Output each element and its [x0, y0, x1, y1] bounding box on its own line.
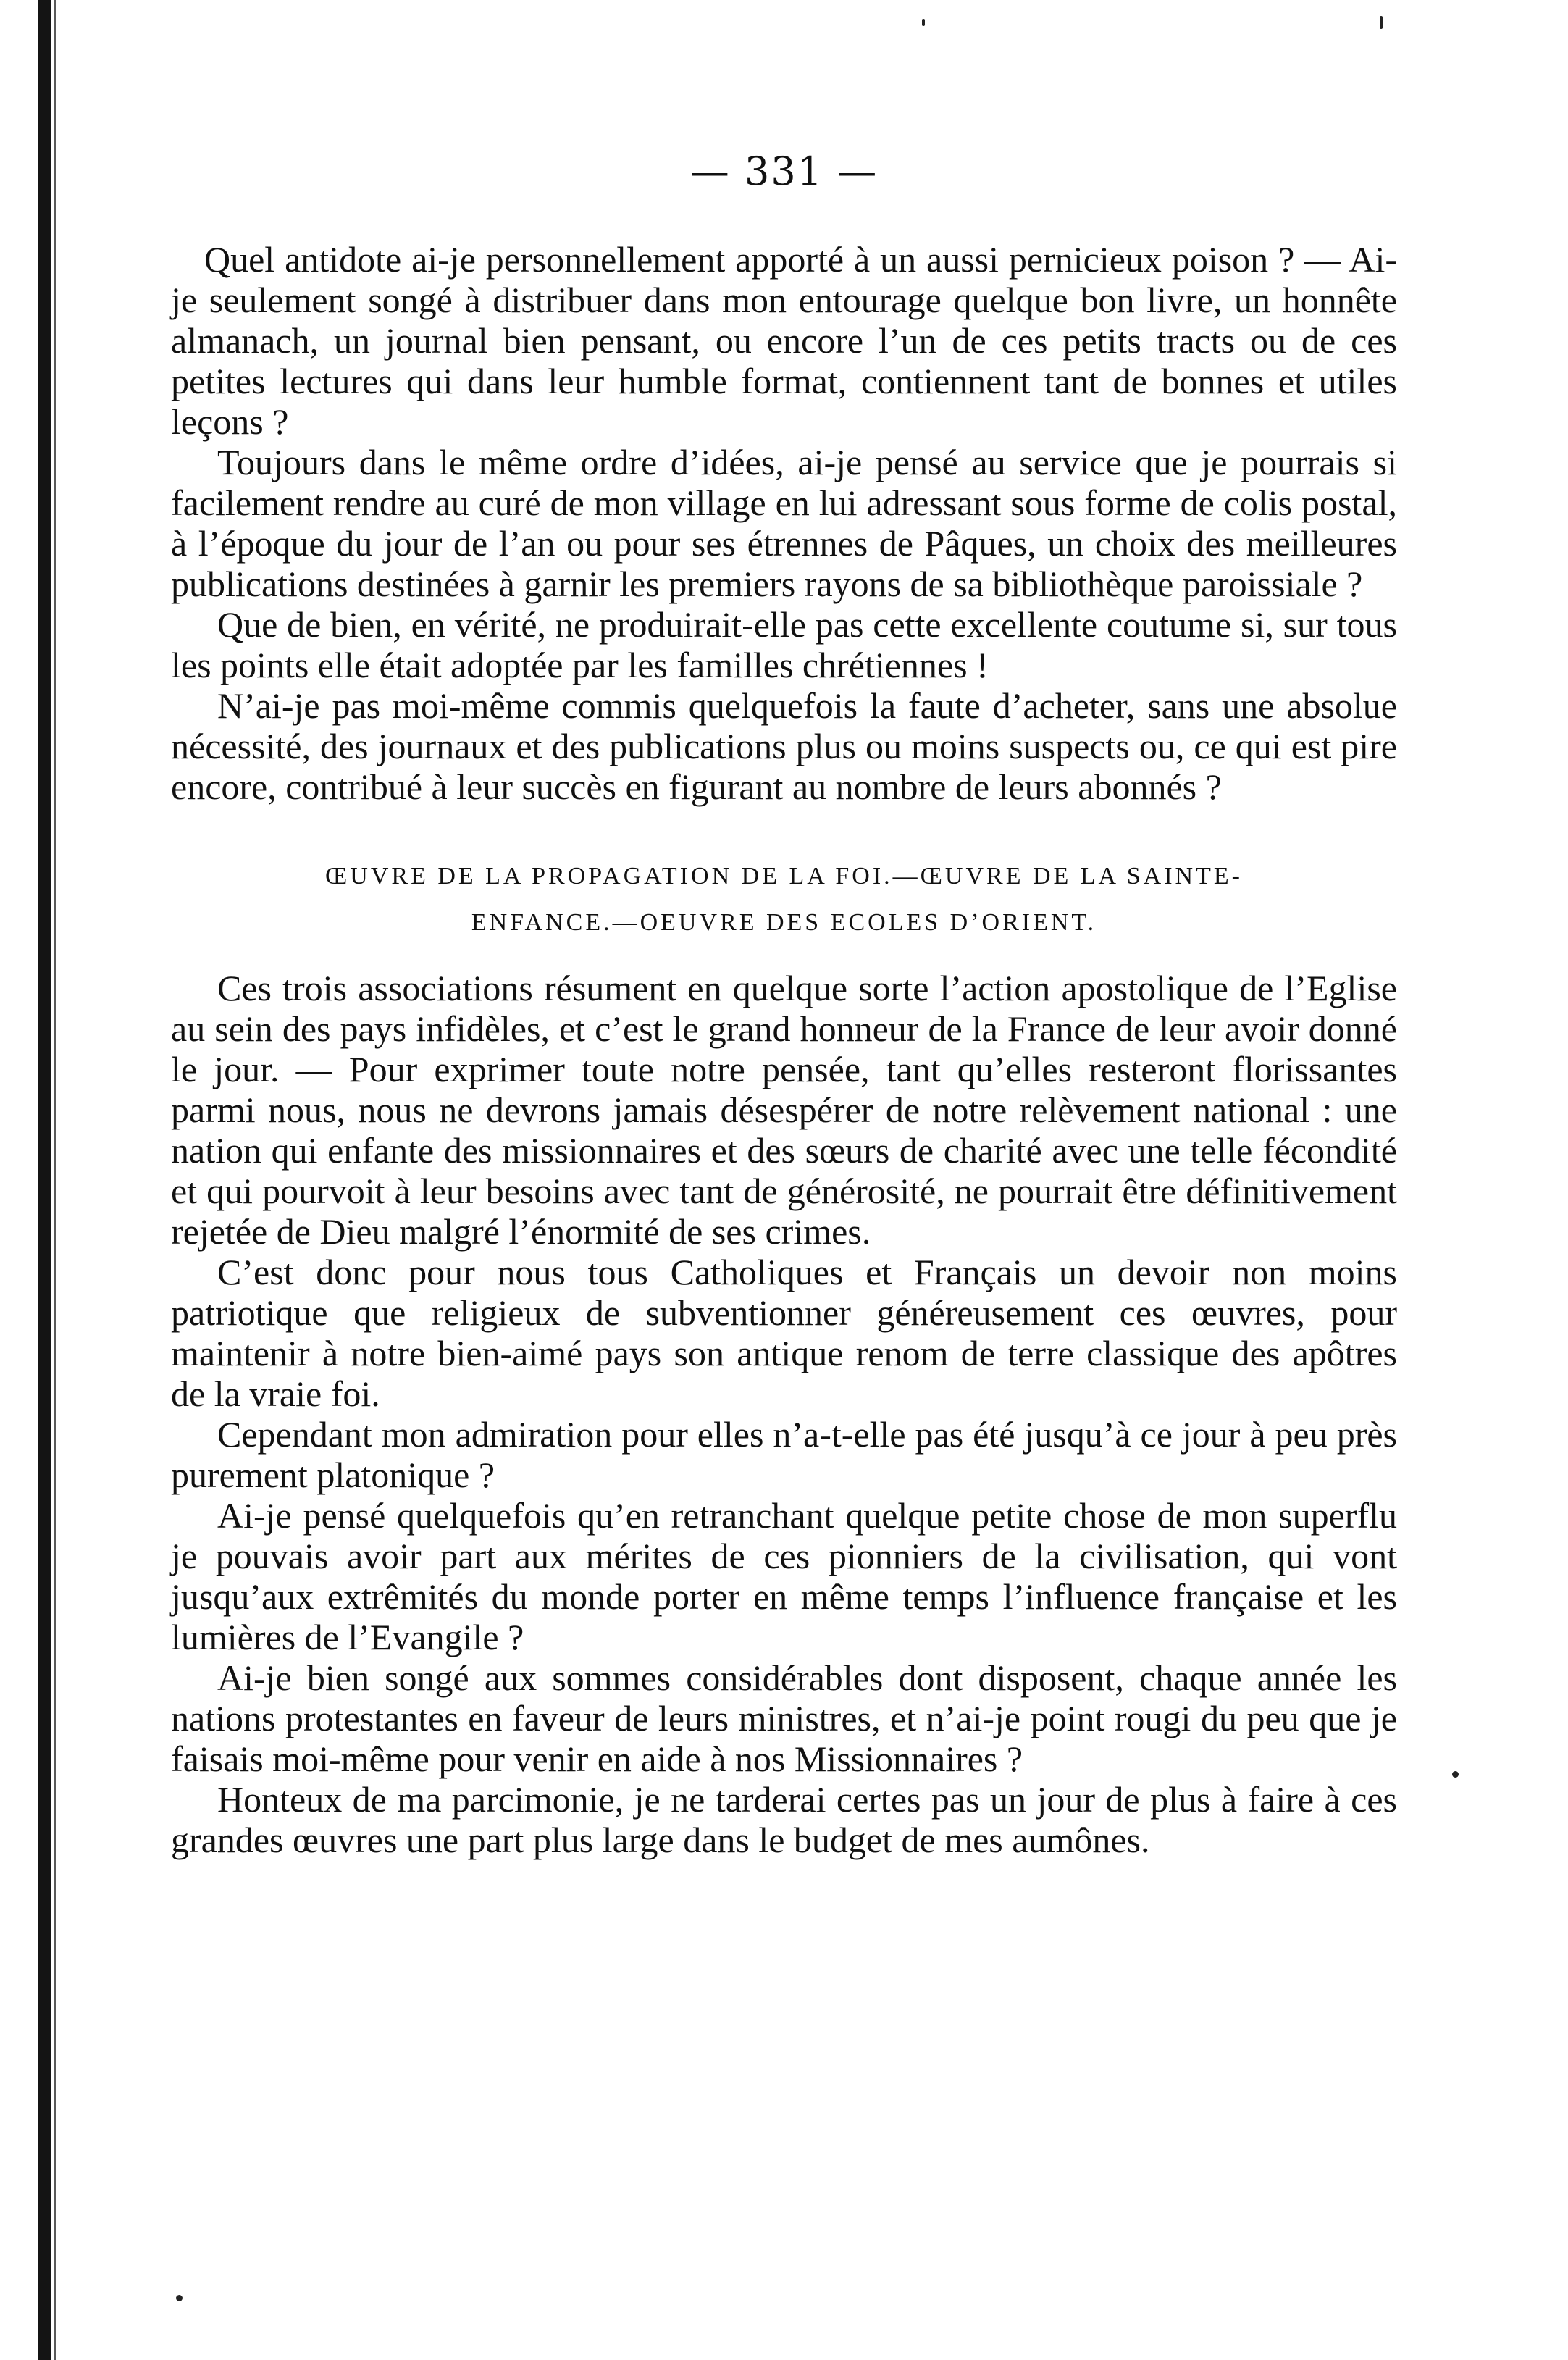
- paragraph: Cependant mon admiration pour elles n’a-t-elle pas été jusqu’à ce jour à peu près purement platonique ?: [171, 1414, 1397, 1495]
- binding-edge: [38, 0, 51, 2360]
- section-heading-line-2: ENFANCE.—OEUVRE DES ECOLES D’ORIENT.: [471, 909, 1097, 936]
- paragraph: Que de bien, en vérité, ne produirait-elle pas cette excellente coutume si, sur tous les points elle était adoptée par les familles chrétiennes !: [171, 604, 1397, 685]
- print-speck: [1452, 1771, 1459, 1778]
- paragraph: Honteux de ma parcimonie, je ne tarderai certes pas un jour de plus à faire à ces grandes œuvres une part plus large dans le budget de mes aumônes.: [171, 1779, 1397, 1860]
- print-speck: [176, 2295, 183, 2301]
- section-heading: [171, 853, 1397, 946]
- paragraph: Ai-je bien songé aux sommes considérables dont disposent, chaque année les nations protestantes en faveur de leurs ministres, et n’ai-je point rougi du peu que je faisais moi-même pour venir en aide à nos Missionnaires ?: [171, 1657, 1397, 1779]
- paragraph: Toujours dans le même ordre d’idées, ai-je pensé au service que je pourrais si facilement rendre au curé de mon village en lui adressant sous forme de colis postal, à l’époque du jour de l’an ou pour ses étrennes de Pâques, un choix des meilleures publications destinées à garnir les premiers rayons de sa bibliothèque paroissiale ?: [171, 442, 1397, 604]
- print-speck: [922, 19, 925, 26]
- page-number: — 331 —: [689, 148, 879, 194]
- binding-edge-shadow: [54, 0, 56, 2360]
- paragraph: Ai-je pensé quelquefois qu’en retranchant quelque petite chose de mon superflu je pouvais avoir part aux mérites de ces pionniers de la civilisation, qui vont jusqu’aux extrêmités du monde porter en même temps l’influence française et les lumières de l’Evangile ?: [171, 1495, 1397, 1657]
- paragraph: Quel antidote ai-je personnellement apporté à un aussi pernicieux poison ? — Ai-je seulement songé à distribuer dans mon entourage quelque bon livre, un honnête almanach, un journal bien pensant, ou encore l’un de ces petits tracts ou de ces petites lectures qui dans leur humble format, contiennent tant de bonnes et utiles leçons ?: [171, 239, 1397, 442]
- page-body: [171, 239, 1397, 1860]
- paragraph: Ces trois associations résument en quelque sorte l’action apostolique de l’Eglise au sein des pays infidèles, et c’est le grand honneur de la France de leur avoir donné le jour. — Pour exprimer toute notre pensée, tant qu’elles resteront florissantes parmi nous, nous ne devrons jamais désespérer de notre relèvement national : une nation qui enfante des missionnaires et des sœurs de charité avec une telle fécondité et qui pourvoit à leur besoins avec tant de générosité, ne pourrait être définitivement rejetée de Dieu malgré l’énormité de ses crimes.: [171, 968, 1397, 1252]
- paragraph: N’ai-je pas moi-même commis quelquefois la faute d’acheter, sans une absolue nécessité, des journaux et des publications plus ou moins suspects ou, ce qui est pire encore, contribué à leur succès en figurant au nombre de leurs abonnés ?: [171, 685, 1397, 807]
- print-speck: [1380, 16, 1383, 29]
- section-heading-line-1: ŒUVRE DE LA PROPAGATION DE LA FOI.—ŒUVRE DE LA SAINTE-: [325, 863, 1243, 890]
- paragraph: C’est donc pour nous tous Catholiques et Français un devoir non moins patriotique que religieux de subventionner généreusement ces œuvres, pour maintenir à notre bien-aimé pays son antique renom de terre classique des apôtres de la vraie foi.: [171, 1252, 1397, 1414]
